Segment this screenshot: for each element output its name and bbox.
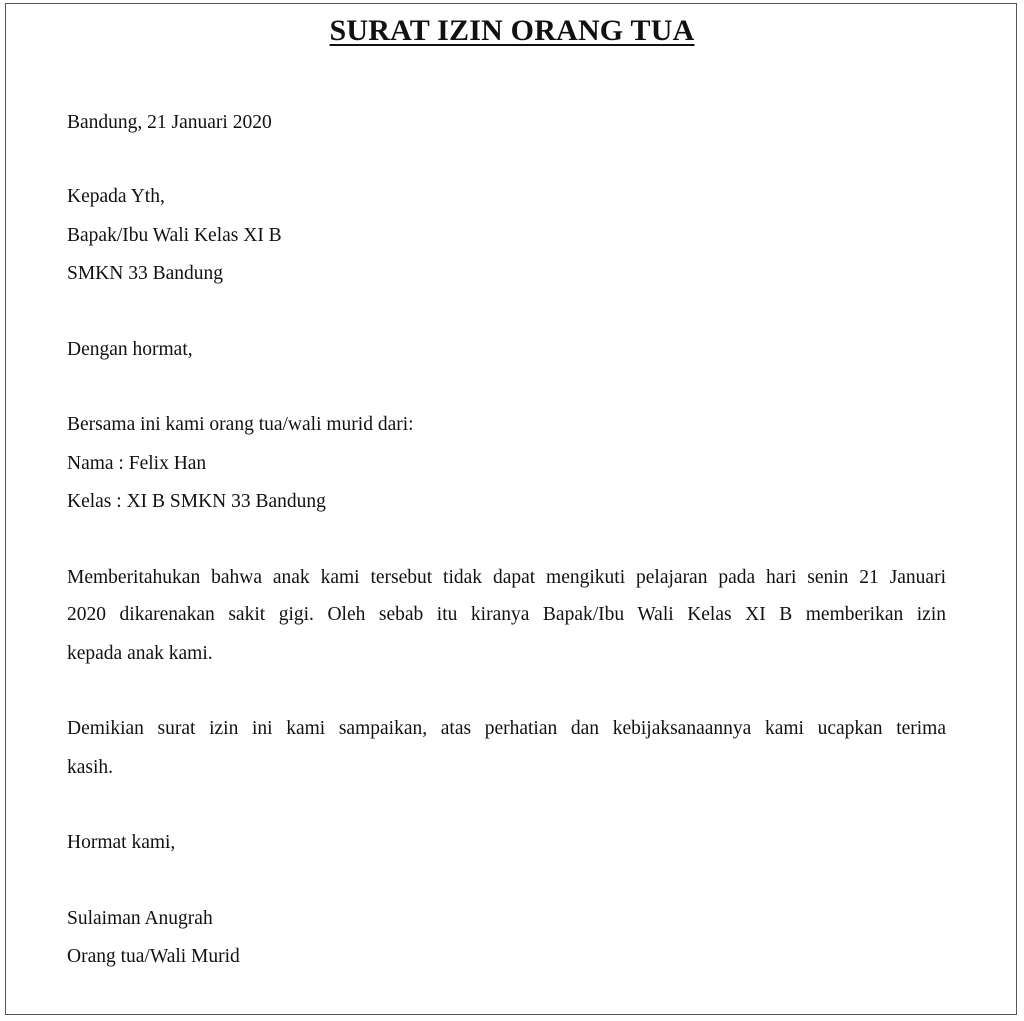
signoff: Hormat kami, bbox=[67, 832, 176, 853]
student-name: Nama : Felix Han bbox=[67, 453, 207, 474]
recipient-line-2: Bapak/Ibu Wali Kelas XI B bbox=[67, 225, 282, 246]
place-date: Bandung, 21 Januari 2020 bbox=[67, 112, 272, 133]
signer-name: Sulaiman Anugrah bbox=[67, 908, 213, 929]
body-line-2: 2020 dikarenakan sakit gigi. Oleh sebab itu kiranya Bapak/Ibu Wali Kelas XI B memberikan izin bbox=[67, 604, 946, 625]
student-class: Kelas : XI B SMKN 33 Bandung bbox=[67, 491, 326, 512]
signer-role: Orang tua/Wali Murid bbox=[67, 946, 240, 967]
recipient-line-1: Kepada Yth, bbox=[67, 186, 165, 207]
body-line-3: kepada anak kami. bbox=[67, 643, 213, 664]
body-line-1: Memberitahukan bahwa anak kami tersebut tidak dapat mengikuti pelajaran pada hari senin 21 Januari bbox=[67, 567, 946, 588]
greeting: Dengan hormat, bbox=[67, 339, 193, 360]
recipient-line-3: SMKN 33 Bandung bbox=[67, 263, 224, 284]
closing-line-1: Demikian surat izin ini kami sampaikan, atas perhatian dan kebijaksanaannya kami ucapkan terima bbox=[67, 718, 946, 739]
intro-text: Bersama ini kami orang tua/wali murid dari: bbox=[67, 414, 414, 435]
letter-title bbox=[0, 14, 1024, 48]
closing-line-2: kasih. bbox=[67, 757, 114, 778]
letter-title-text: SURAT IZIN ORANG TUA bbox=[329, 14, 695, 47]
